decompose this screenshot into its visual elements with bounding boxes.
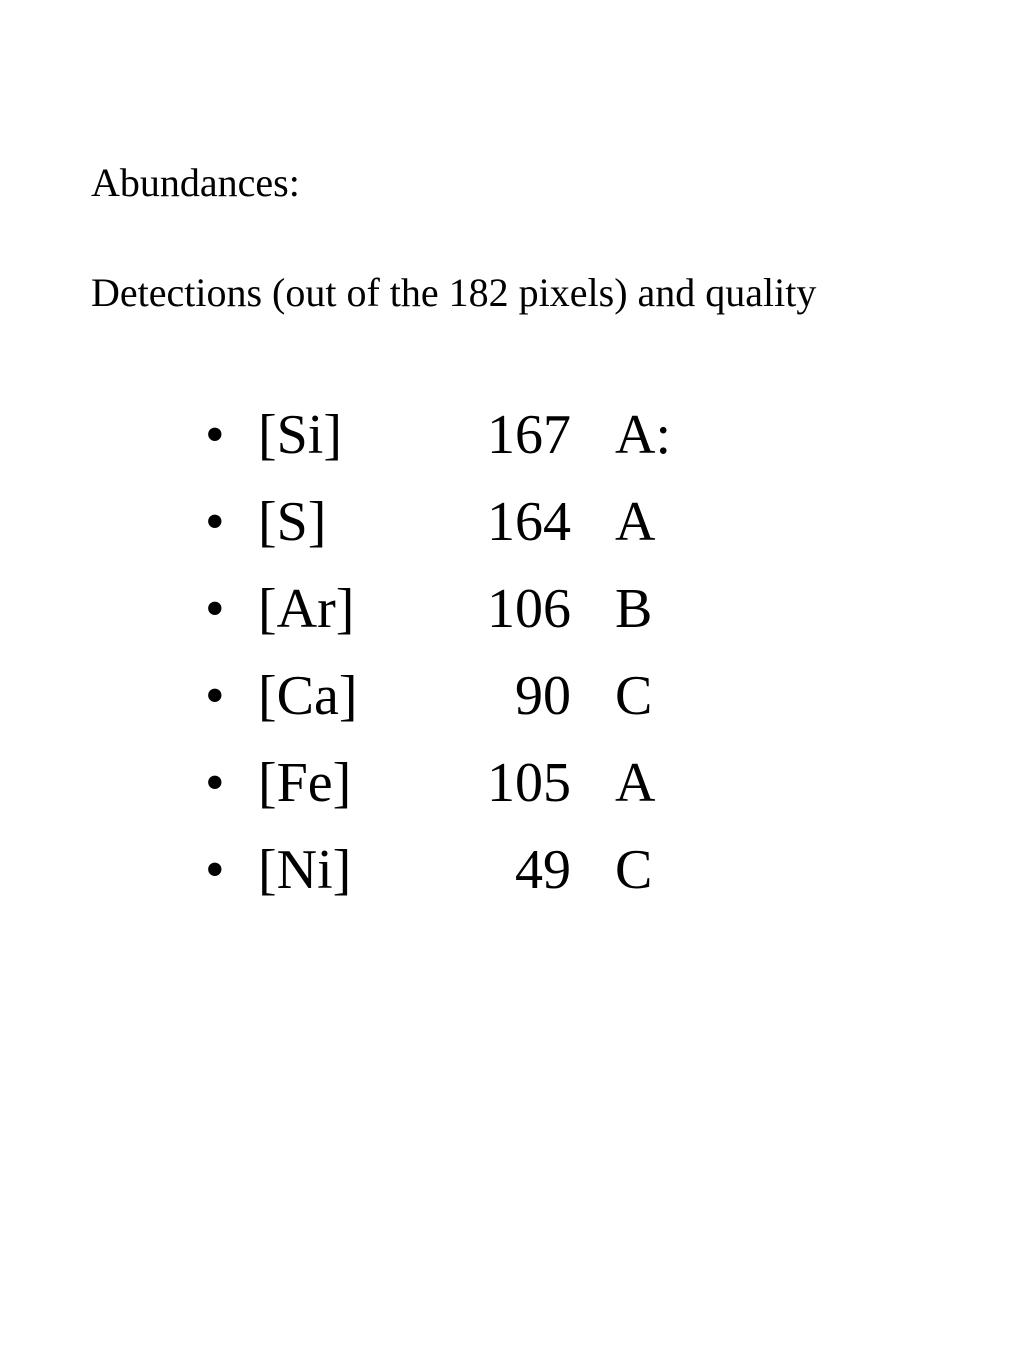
list-item-ar [205,577,765,664]
detection-count: 167 [487,404,571,466]
element-label: [S] [258,491,327,553]
quality-grade: A [615,491,656,553]
detection-count: 106 [487,578,571,640]
list-item-fe [205,751,765,838]
quality-grade: C [615,839,653,901]
quality-grade: C [615,665,653,727]
list-item-s [205,490,765,577]
quality-grade: B [615,578,653,640]
element-label: [Ar] [258,578,355,640]
detection-count: 49 [515,839,571,901]
bullet-icon: • [205,404,225,466]
detections-subtitle: Detections (out of the 182 pixels) and quality [91,270,817,315]
bullet-icon: • [205,578,225,640]
detection-count: 164 [487,491,571,553]
abundance-list [205,403,765,925]
quality-grade: A [615,752,656,814]
bullet-icon: • [205,839,225,901]
bullet-icon: • [205,665,225,727]
bullet-icon: • [205,491,225,553]
list-item-ca [205,664,765,751]
detection-count: 105 [487,752,571,814]
element-label: [Si] [258,404,342,466]
element-label: [Fe] [258,752,352,814]
page-title: Abundances: [91,160,300,205]
detection-count: 90 [515,665,571,727]
element-label: [Ca] [258,665,358,727]
bullet-icon: • [205,752,225,814]
list-item-ni [205,838,765,925]
list-item-si [205,403,765,490]
element-label: [Ni] [258,839,352,901]
quality-grade: A: [615,404,671,466]
